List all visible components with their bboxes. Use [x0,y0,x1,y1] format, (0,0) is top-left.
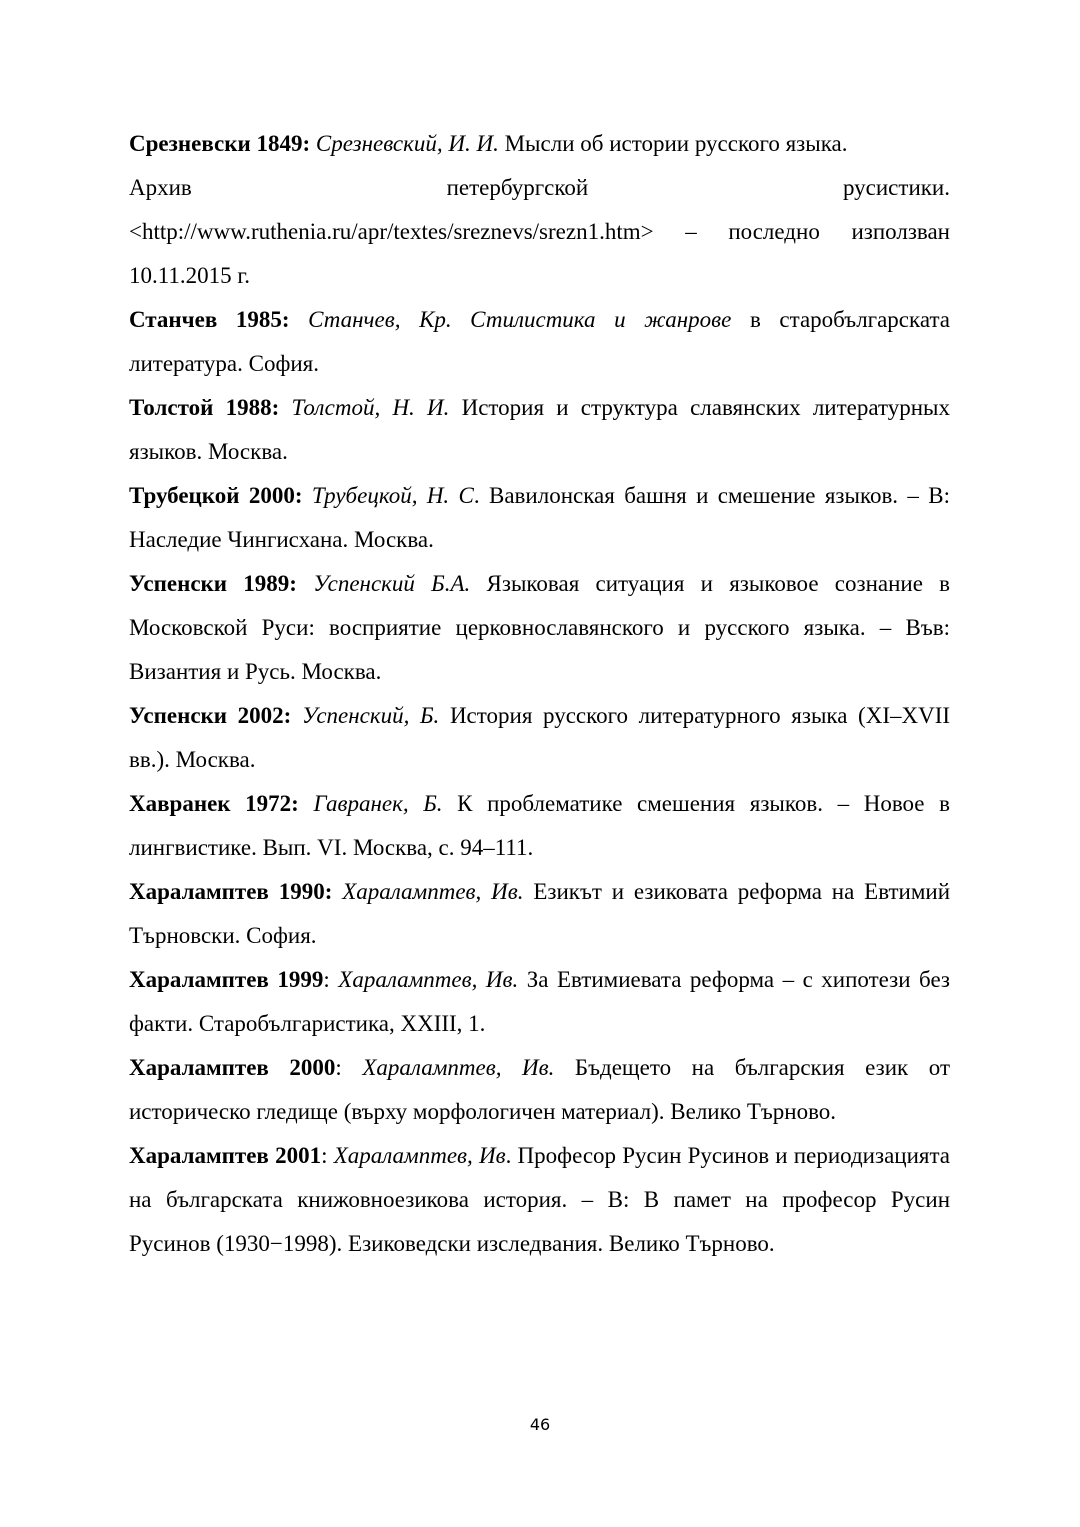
entry-author: Станчев, Кр. Стилистика и жанрове [308,307,732,332]
entry-key: Станчев 1985: [129,307,290,332]
entry-key: Срезневски 1849: [129,131,311,156]
bibliography-entry [129,562,950,694]
entry-text: За Евтимиевата реформа – с хипотези без факти. Старобългаристика, XXIII, 1. [129,967,951,1036]
bibliography-entry [129,386,950,474]
entry-author: Хараламптев, Ив. [342,879,524,904]
entry-url-text [129,210,950,298]
entry-key: Хараламптев 2000 [129,1055,336,1080]
entry-author: Успенский, Б. [301,703,440,728]
entry-text: Бъдещето на българския език от историческо гледище (върху морфологичен материал). Велико Търново. [129,1055,951,1124]
entry-key: Трубецкой 2000: [129,483,303,508]
entry-key: Хараламптев 1999 [129,967,324,992]
entry-author: Толстой, Н. И. [291,395,450,420]
entry-key: Хавранек 1972: [129,791,299,816]
entry-author: Хараламптев, Ив [333,1143,506,1168]
entry-text: К проблематике смешения языков. – Новое в лингвистике. Вып. VI. Москва, с. 94–111. [129,791,950,860]
entry-author: Трубецкой, Н. С [311,483,474,508]
entry-separator: : [321,1143,328,1168]
entry-spread-word: петербургской [446,175,589,200]
entry-spread-line [129,166,950,210]
bibliography-entry [129,474,950,562]
entry-text: Языковая ситуация и языковое сознание в Московской Руси: восприятие церковнославянского и русского языка. – Във: Византия и Русь. Москва. [129,571,951,684]
entry-title: Мысли об истории русского языка. [504,131,848,156]
entry-key: Успенски 2002: [129,703,292,728]
page-number: 46 [529,1415,551,1434]
entry-key: Хараламптев 1990: [129,879,333,904]
entry-separator: : [323,967,330,992]
entry-text: Езикът и езиковата реформа на Евтимий Търновски. София. [129,879,951,948]
bibliography-entry [129,1134,950,1266]
entry-author: Гавранек, Б. [313,791,443,816]
entry-text: История и структура славянских литературных языков. Москва. [129,395,950,464]
bibliography-entry [129,122,950,166]
bibliography-entry [129,1046,950,1134]
bibliography-entry [129,298,950,386]
entry-text: в старобългарската литература. София. [129,307,950,376]
entry-author: Хараламптев, Ив. [338,967,519,992]
entry-text: . Професор Русин Русинов и периодизацията на българската книжовноезикова история. – В: В памет на професор Русин Русинов (1930−1998). Езиковедски изследвания. Велико Търново. [129,1143,951,1256]
bibliography-entry [129,694,950,782]
entry-key: Толстой 1988: [129,395,280,420]
bibliography-list [129,122,950,1266]
entry-author: Успенский Б.А. [313,571,471,596]
entry-key: Успенски 1989: [129,571,297,596]
bibliography-entry [129,782,950,870]
bibliography-entry [129,958,950,1046]
bibliography-entry [129,870,950,958]
entry-author: Хараламптев, Ив. [362,1055,555,1080]
entry-text: . Вавилонская башня и смешение языков. – В: Наследие Чингисхана. Москва. [129,483,951,552]
entry-author: Срезневский, И. И. [315,131,499,156]
entry-text: История русского литературного языка (XI–XVII вв.). Москва. [129,703,951,772]
entry-spread-word: Архив [129,175,192,200]
entry-key: Хараламптев 2001 [129,1143,322,1168]
entry-spread-word: русистики. [842,175,950,200]
entry-separator: : [335,1055,342,1080]
entry-url: <http://www.ruthenia.ru/apr/textes/sreznevs/srezn1.htm> – последно използван 10.11.2015 г. [129,219,950,288]
